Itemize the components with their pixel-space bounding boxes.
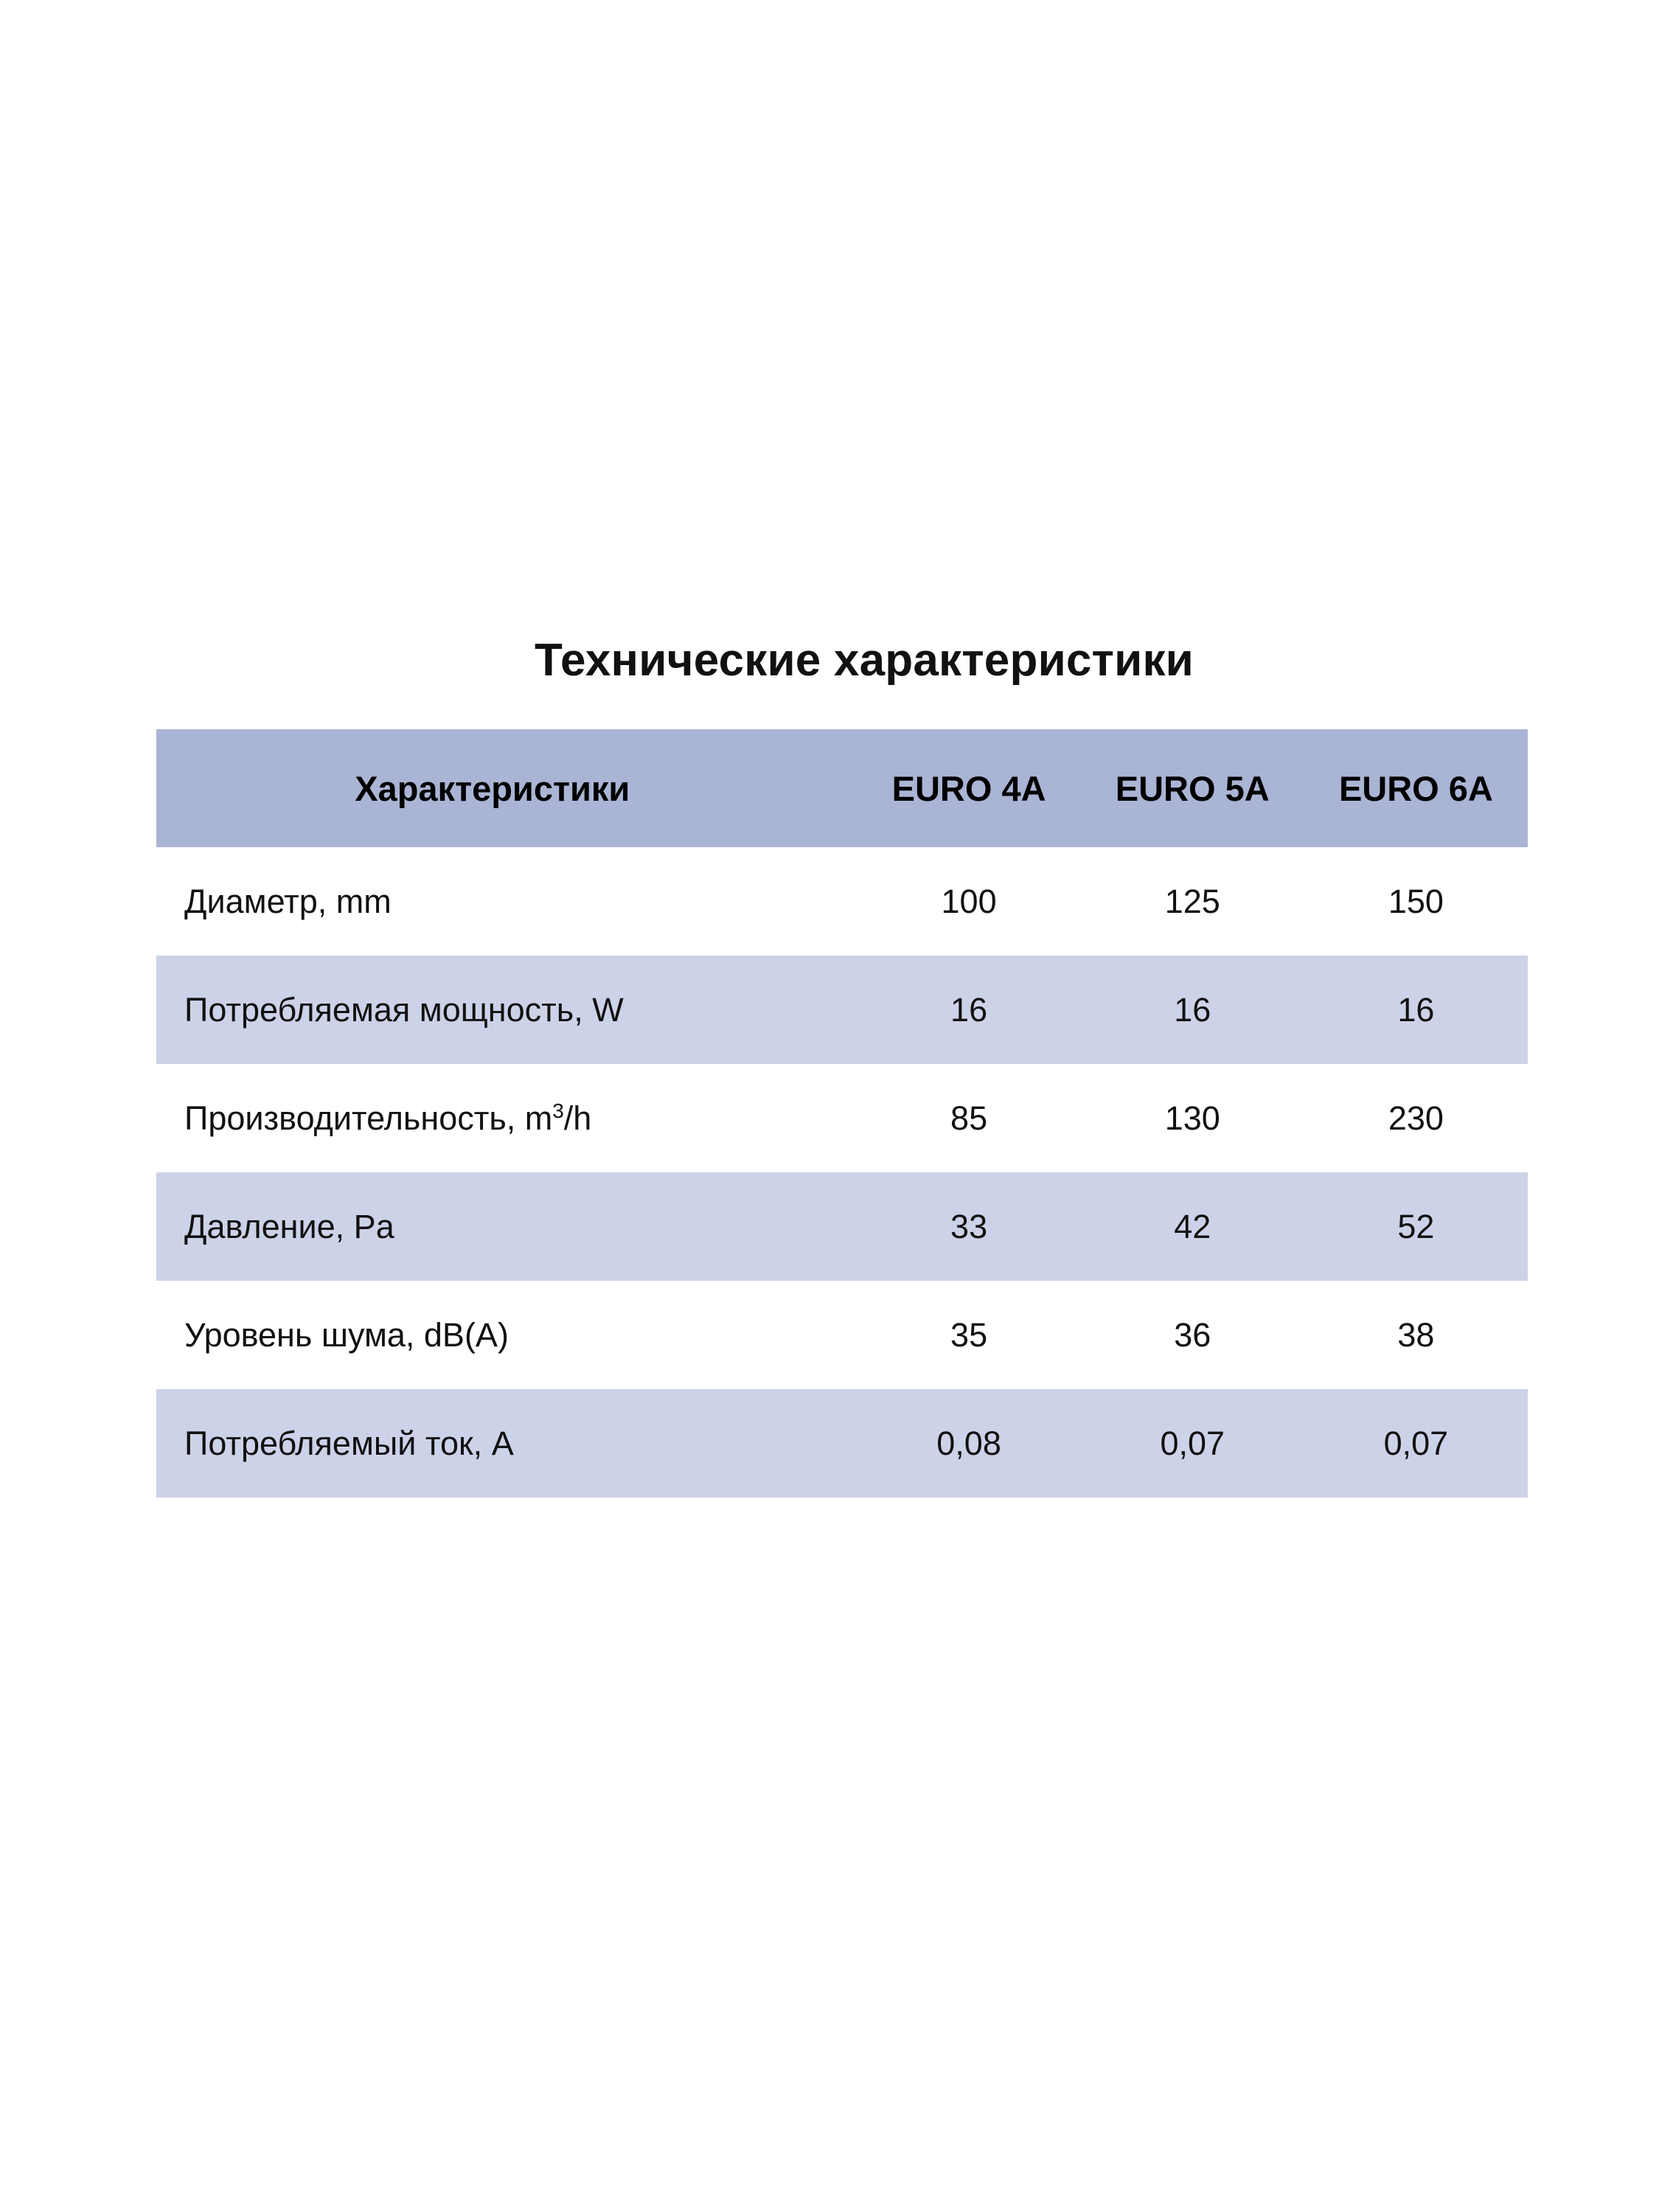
cell-current-euro-4a: 0,08 [858, 1389, 1081, 1498]
table-row [156, 1389, 1528, 1498]
cell-power-euro-6a: 16 [1304, 956, 1528, 1064]
cell-pressure-euro-6a: 52 [1304, 1172, 1528, 1281]
column-header-euro-6a: EURO 6A [1304, 729, 1528, 847]
table-body [156, 847, 1528, 1498]
cell-diameter-euro-6a: 150 [1304, 847, 1528, 956]
cell-noise-euro-4a: 35 [858, 1281, 1081, 1389]
table-row [156, 847, 1528, 956]
row-label-power: Потребляемая мощность, W [156, 956, 858, 1064]
column-header-euro-4a: EURO 4A [858, 729, 1081, 847]
cell-power-euro-4a: 16 [858, 956, 1081, 1064]
cell-current-euro-5a: 0,07 [1081, 1389, 1304, 1498]
row-label-airflow-tail: /h [563, 1099, 592, 1137]
row-label-diameter: Диаметр, mm [156, 847, 858, 956]
column-header-characteristics: Характеристики [156, 729, 858, 847]
cell-diameter-euro-5a: 125 [1081, 847, 1304, 956]
row-label-pressure: Давление, Pa [156, 1172, 858, 1281]
row-label-current: Потребляемый ток, A [156, 1389, 858, 1498]
page-title: Технические характеристики [535, 635, 1194, 686]
cell-airflow-euro-6a: 230 [1304, 1064, 1528, 1172]
column-header-euro-5a: EURO 5A [1081, 729, 1304, 847]
cell-noise-euro-5a: 36 [1081, 1281, 1304, 1389]
table-row [156, 956, 1528, 1064]
row-label-noise: Уровень шума, dB(A) [156, 1281, 858, 1389]
table-row [156, 1064, 1528, 1172]
cell-pressure-euro-4a: 33 [858, 1172, 1081, 1281]
cell-airflow-euro-5a: 130 [1081, 1064, 1304, 1172]
table-row [156, 1281, 1528, 1389]
table-header-row [156, 729, 1528, 847]
cell-power-euro-5a: 16 [1081, 956, 1304, 1064]
specifications-table [156, 729, 1528, 1498]
cell-airflow-euro-4a: 85 [858, 1064, 1081, 1172]
cell-current-euro-6a: 0,07 [1304, 1389, 1528, 1498]
table-header [156, 729, 1528, 847]
cell-diameter-euro-4a: 100 [858, 847, 1081, 956]
row-label-airflow [156, 1064, 858, 1172]
table-row [156, 1172, 1528, 1281]
specifications-block [156, 634, 1528, 1498]
row-label-airflow-text: Производительность, m [184, 1099, 553, 1137]
cell-noise-euro-6a: 38 [1304, 1281, 1528, 1389]
cell-pressure-euro-5a: 42 [1081, 1172, 1304, 1281]
row-label-airflow-exponent: 3 [552, 1099, 564, 1122]
